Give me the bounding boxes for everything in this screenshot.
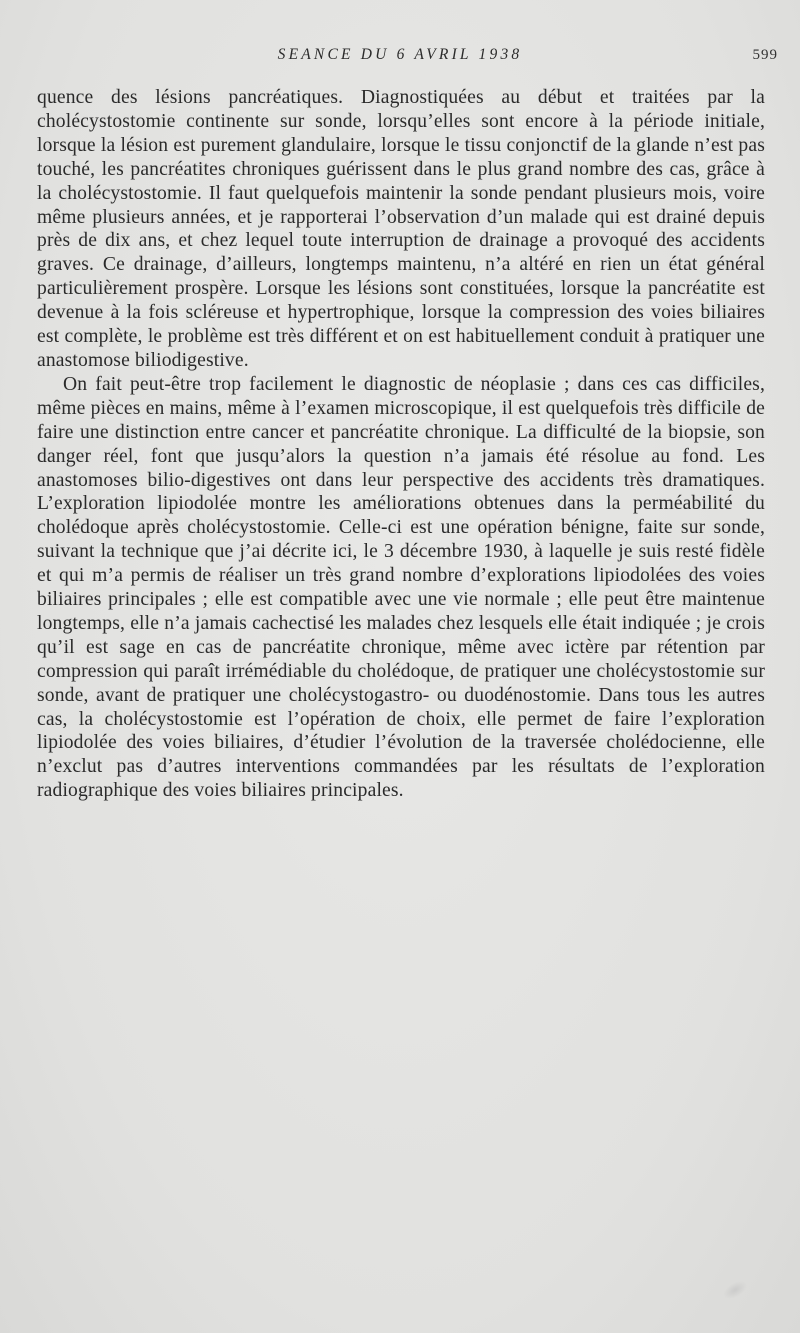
running-head [0, 46, 800, 70]
paragraph-1: quence des lésions pancréatiques. Diagnostiquées au début et traitées par la cholécystostomie continente sur sonde, lorsqu’elles sont encore à la période initiale, lorsque la lésion est purement glandulaire, lorsque le tissu conjonctif de la glande n’est pas touché, les pancréatites chroniques guérissent dans le plus grand nombre des cas, grâce à la cholécystostomie. Il faut quelquefois maintenir la sonde pendant plusieurs mois, voire même plusieurs années, et je rapporterai l’observation d’un malade qui est drainé depuis près de dix ans, et chez lequel toute interruption de drainage a provoqué des accidents graves. Ce drainage, d’ailleurs, longtemps maintenu, n’a altéré en rien un état général particulièrement prospère. Lorsque les lésions sont constituées, lorsque la pancréatite est devenue à la fois scléreuse et hypertrophique, lorsque la compression des voies biliaires est complète, le problème est très différent et on est habituellement conduit à pratiquer une anastomose biliodigestive. [37, 87, 765, 371]
paragraph-2: On fait peut-être trop facilement le diagnostic de néoplasie ; dans ces cas difficiles, même pièces en mains, même à l’examen microscopique, il est quelquefois très difficile de faire une distinction entre cancer et pancréatite chronique. La difficulté de la biopsie, son danger réel, font que jusqu’alors la question n’a jamais été résolue au fond. Les anastomoses bilio-digestives ont dans leur perspective des accidents très dramatiques. L’exploration lipiodolée montre les améliorations obtenues dans la perméabilité du cholédoque après cholécystostomie. Celle-ci est une opération bénigne, faite sur sonde, suivant la technique que j’ai décrite ici, le 3 décembre 1930, à laquelle je suis resté fidèle et qui m’a permis de réaliser un très grand nombre d’explorations lipiodolées des voies biliaires principales ; elle est compatible avec une vie normale ; elle peut être maintenue longtemps, elle n’a jamais cachectisé les malades chez lesquels elle était indiquée ; je crois qu’il est sage en cas de pancréatite chronique, même avec ictère par rétention par compression qui paraît irrémédiable du cholédoque, de pratiquer une cholécystostomie sur sonde, avant de pratiquer une cholécystogastro- ou duodénostomie. Dans tous les autres cas, la cholécystostomie est l’opération de choix, elle permet de faire l’exploration lipiodolée des voies biliaires, d’étudier l’évolution de la traversée cholédocienne, elle n’exclut pas d’autres interventions commandées par les résultats de l’exploration radiographique des voies biliaires principales. [37, 373, 765, 802]
body-text [37, 86, 765, 803]
paper-smudge [720, 1277, 750, 1302]
running-title: SEANCE DU 6 AVRIL 1938 [277, 46, 523, 63]
page-number: 599 [752, 47, 778, 63]
